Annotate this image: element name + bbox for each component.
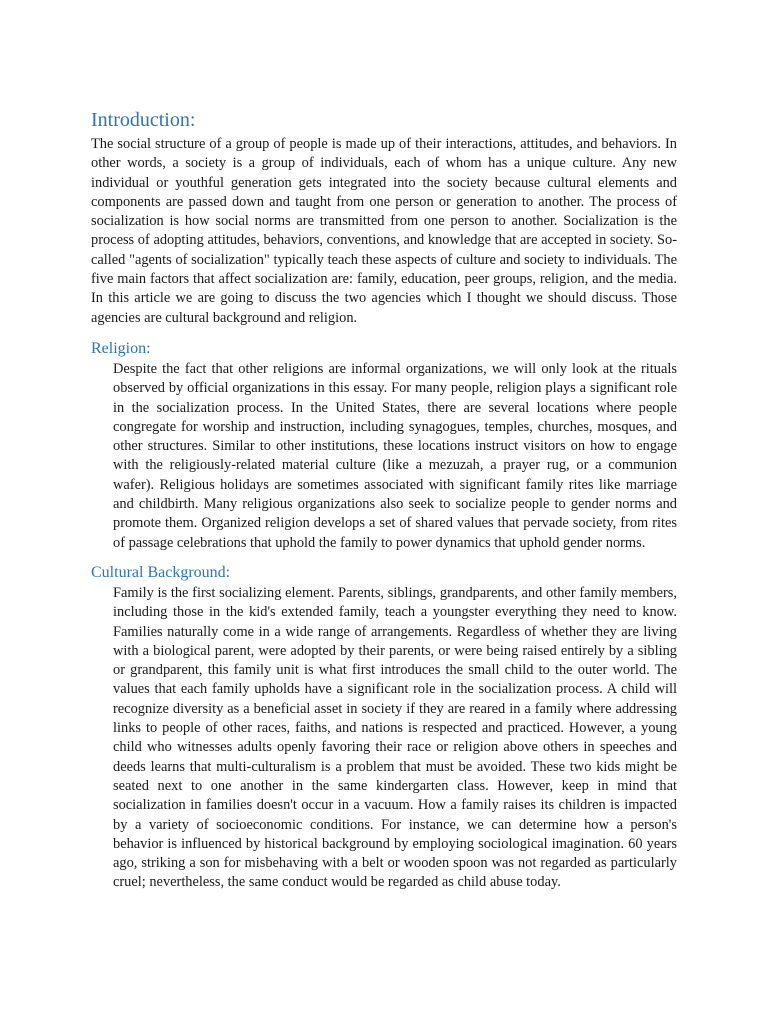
introduction-paragraph: The social structure of a group of people is made up of their interactions, attitudes, and behaviors. In other words, a society is a group of individuals, each of whom has a unique culture. Any new individual or youthful generation gets integrated into the society because cultural elements and components are passed down and taught from one person or generation to another. The process of socialization is how social norms are transmitted from one person to another. Socialization is the process of adopting attitudes, behaviors, conventions, and knowledge that are accepted in society. So-called "agents of socialization" typically teach these aspects of culture and society to individuals. The five main factors that affect socialization are: family, education, peer groups, religion, and the media. In this article we are going to discuss the two agencies which I thought we should discuss. Those agencies are cultural background and religion.	[91, 136, 677, 326]
religion-heading: Religion:	[91, 339, 151, 357]
cultural-background-paragraph: Family is the first socializing element. Parents, siblings, grandparents, and other family members, including those in the kid's extended family, teach a youngster everything they need to know. Families naturally come in a wide range of arrangements. Regardless of whether they are living with a biological parent, were adopted by their parents, or were being raised entirely by a sibling or grandparent, this family unit is what first introduces the small child to the outer world. The values that each family upholds have a significant role in the socialization process. A child will recognize diversity as a beneficial asset in society if they are reared in a family where addressing links to people of other races, faiths, and nations is respected and practiced. However, a young child who witnesses adults openly favoring their race or religion above others in speeches and deeds learns that multi-culturalism is a problem that must be avoided. These two kids might be seated next to one another in the same kindergarten class. However, keep in mind that socialization in families doesn't occur in a vacuum. How a family raises its children is impacted by a variety of socioeconomic conditions. For instance, we can determine how a person's behavior is influenced by historical background by employing sociological imagination. 60 years ago, striking a son for misbehaving with a belt or wooden spoon was not regarded as particularly cruel; nevertheless, the same conduct would be regarded as child abuse today.	[113, 584, 677, 891]
document-page	[91, 108, 677, 903]
religion-paragraph: Despite the fact that other religions are informal organizations, we will only look at the rituals observed by official organizations in this essay. For many people, religion plays a significant role in the socialization process. In the United States, there are several locations where people congregate for worship and instruction, including synagogues, temples, churches, mosques, and other structures. Similar to other institutions, these locations instruct visitors on how to engage with the religiously-related material culture (like a mezuzah, a prayer rug, or a communion wafer). Religious holidays are sometimes associated with significant family rites like marriage and childbirth. Many religious organizations also seek to socialize people to gender norms and promote them. Organized religion develops a set of shared values that pervade society, from rites of passage celebrations that uphold the family to power dynamics that uphold gender norms.	[113, 360, 677, 551]
introduction-heading: Introduction:	[91, 109, 196, 131]
cultural-background-heading: Cultural Background:	[91, 563, 231, 581]
